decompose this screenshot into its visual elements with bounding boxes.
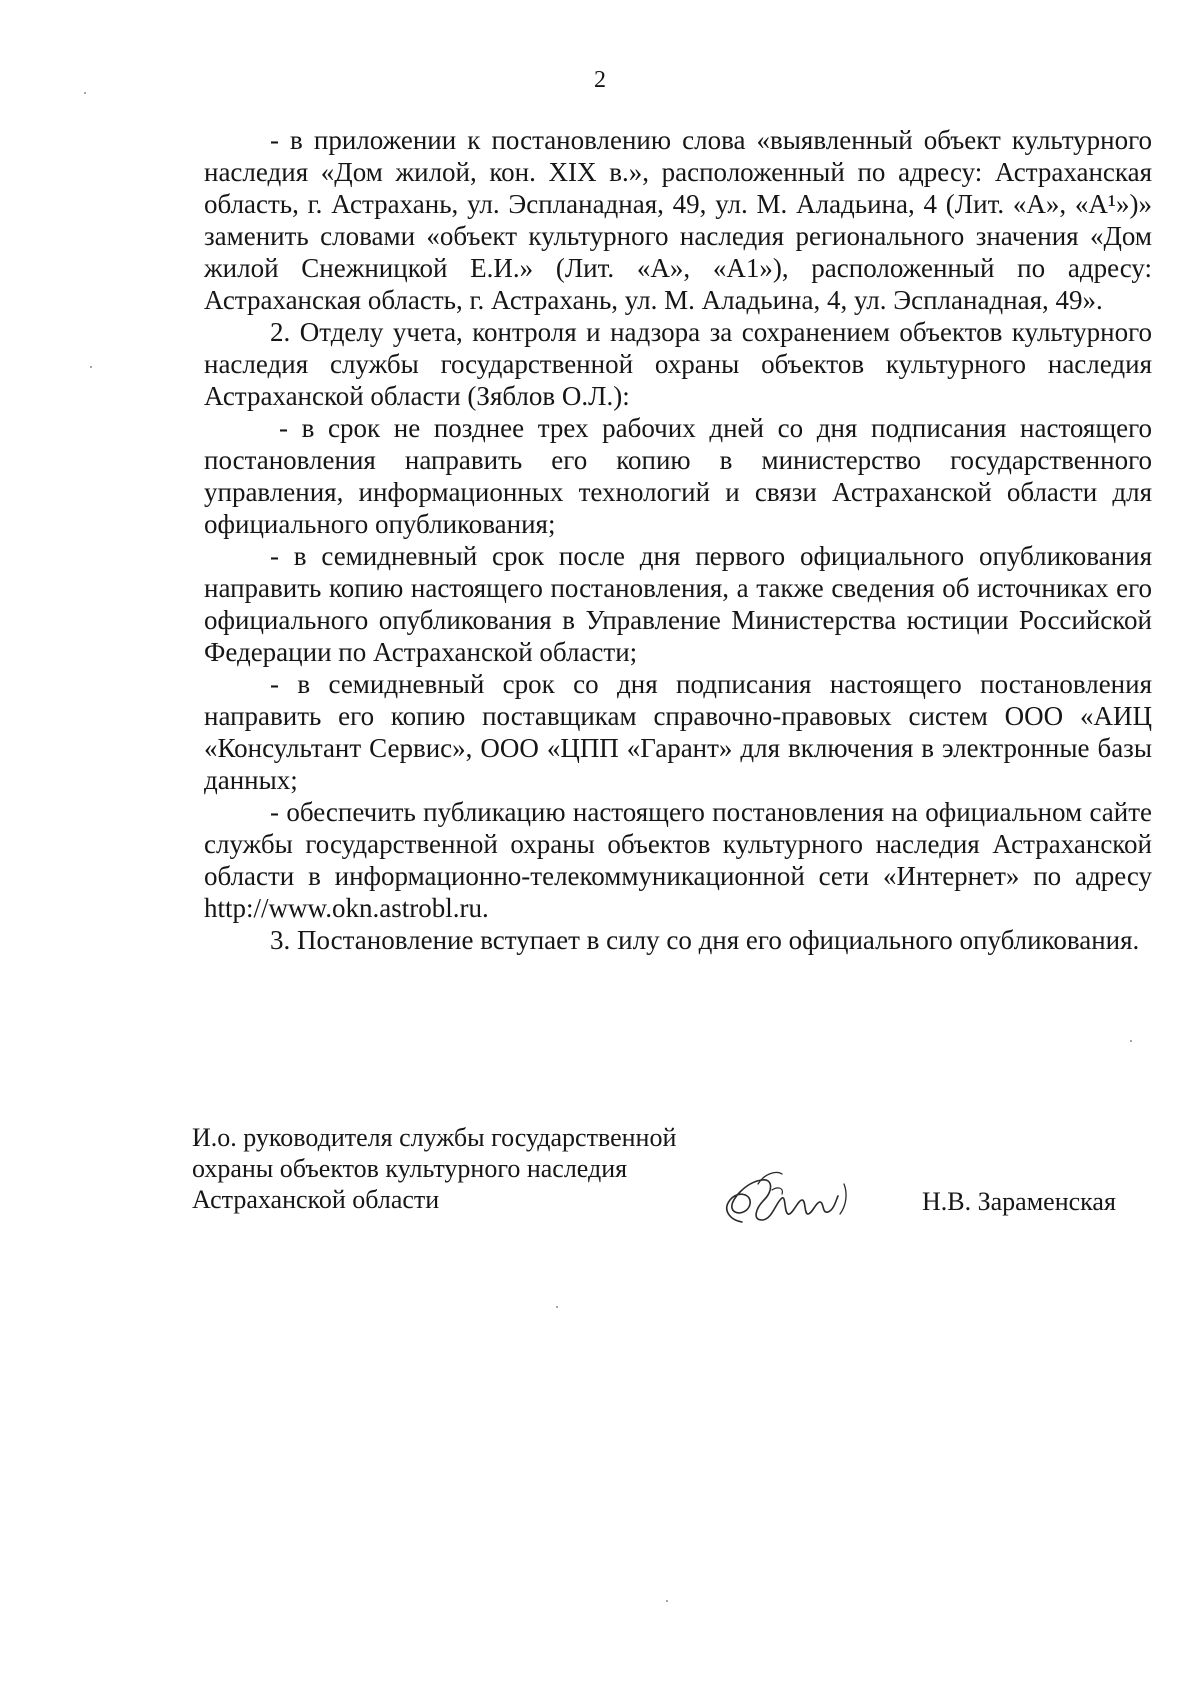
paragraph-item-2-subitem-4: - обеспечить публикацию настоящего постановления на официальном сайте службы государственной охраны объектов культурного наследия Астраханской области в информационно-телекоммуникационной сети «Интернет» по адресу http://www.okn.astrobl.ru. (204, 797, 1152, 923)
signatory-title-line: Астраханской области (192, 1185, 440, 1214)
signatory-name: Н.В. Зараменская (922, 1187, 1116, 1216)
signatory-title (192, 1122, 676, 1215)
paragraph-item-2-subitem-3: - в семидневный срок со дня подписания настоящего постановления направить его копию поставщикам справочно-правовых систем ООО «АИЦ «Консультант Сервис», ООО «ЦПП «Гарант» для включения в электронные базы данных; (204, 669, 1152, 795)
paragraph-item-3: 3. Постановление вступает в силу со дня его официального опубликования. (270, 925, 1140, 955)
document-body (204, 124, 1152, 956)
scan-speck (556, 1306, 558, 1308)
paragraph-item-2-subitem-2: - в семидневный срок после дня первого официального опубликования направить копию настоящего постановления, а также сведения об источниках его официального опубликования в Управление Министерства юстиции Российской Федерации по Астраханской области; (204, 541, 1152, 667)
scan-speck (90, 366, 92, 368)
paragraph-item-2-subitem-1: - в срок не позднее трех рабочих дней со дня подписания настоящего постановления направить его копию в министерство государственного управления, информационных технологий и связи Астраханской области для официального опубликования; (204, 413, 1152, 539)
scan-speck (666, 1600, 668, 1602)
signatory-title-line: охраны объектов культурного наследия (192, 1154, 628, 1183)
paragraph-amendment: - в приложении к постановлению слова «выявленный объект культурного наследия «Дом жилой, кон. XIX в.», расположенный по адресу: Астраханская область, г. Астрахань, ул. Эспланадная, 49, ул. М. Аладьина, 4 (Лит. «А», «А¹»)» заменить словами «объект культурного наследия регионального значения «Дом жилой Снежницкой Е.И.» (Лит. «А», «А1»), расположенный по адресу: Астраханская область, г. Астрахань, ул. М. Аладьина, 4, ул. Эспланадная, 49». (204, 125, 1152, 315)
page-number: 2 (594, 67, 606, 93)
handwritten-signature (712, 1160, 872, 1240)
scan-speck (84, 92, 86, 94)
paragraph-item-2: 2. Отделу учета, контроля и надзора за сохранением объектов культурного наследия службы государственной охраны объектов культурного наследия Астраханской области (Зяблов О.Л.): (204, 317, 1152, 411)
scan-speck (1130, 1040, 1132, 1042)
signatory-title-line: И.о. руководителя службы государственной (192, 1123, 677, 1152)
